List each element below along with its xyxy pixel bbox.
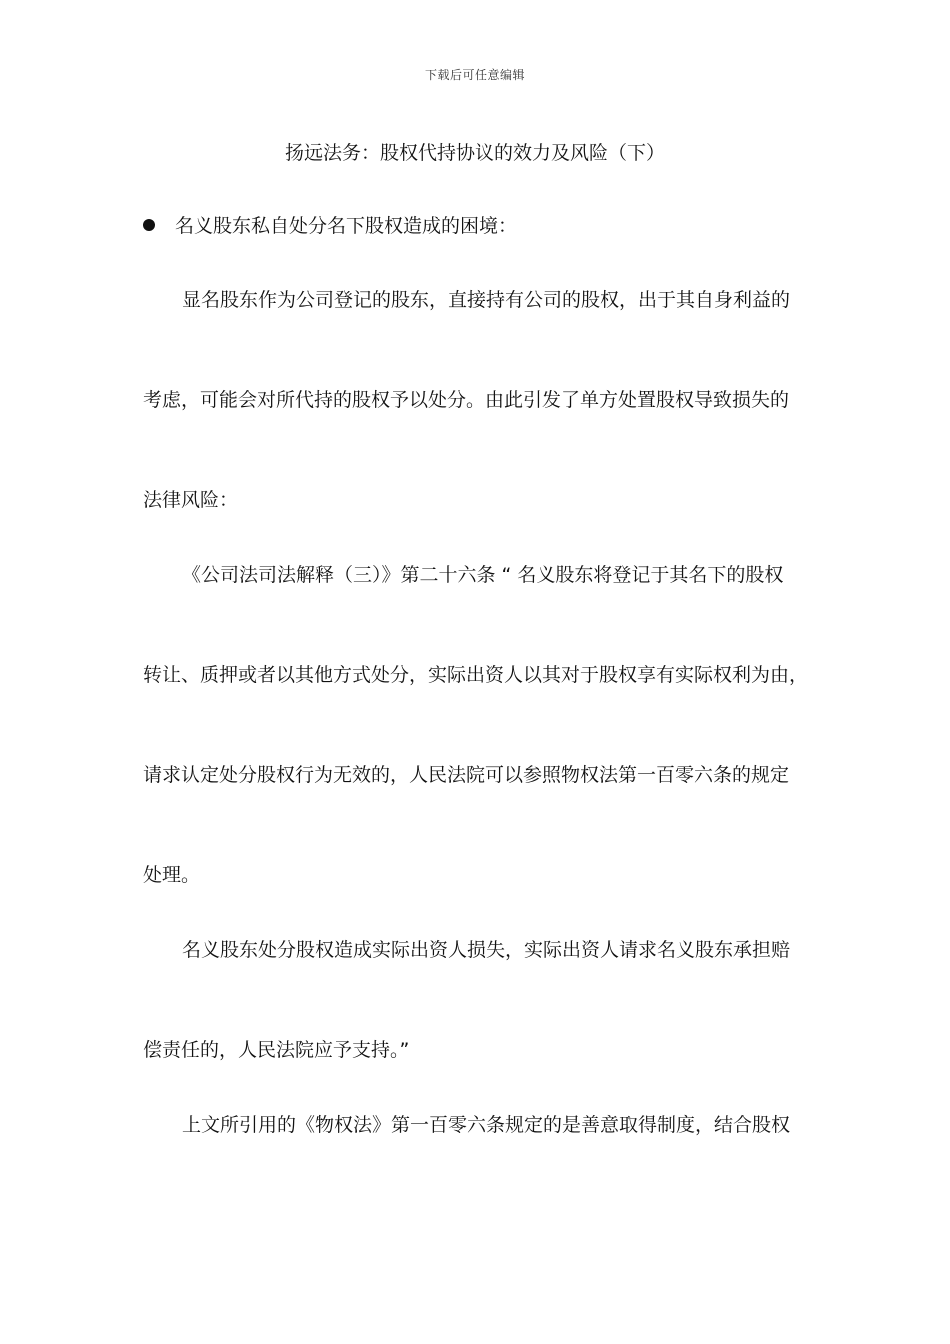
header-note: 下载后可任意编辑 xyxy=(424,68,525,82)
paragraph-line: 法律风险： xyxy=(143,489,239,511)
paragraph-line: 处理。 xyxy=(143,864,201,886)
paragraph-line: 名义股东处分股权造成实际出资人损失，实际出资人请求名义股东承担赔 xyxy=(182,939,791,961)
document-title: 扬远法务：股权代持协议的效力及风险（下） xyxy=(284,142,665,164)
bullet-item xyxy=(143,213,823,239)
paragraph-line: 显名股东作为公司登记的股东，直接持有公司的股权，出于其自身利益的 xyxy=(182,289,791,311)
bullet-icon xyxy=(143,219,155,231)
paragraph-line: 考虑，可能会对所代持的股权予以处分。由此引发了单方处置股权导致损失的 xyxy=(143,389,790,411)
paragraph-line: 偿责任的，人民法院应予支持。” xyxy=(143,1039,410,1061)
paragraph-line: 上文所引用的《物权法》第一百零六条规定的是善意取得制度，结合股权 xyxy=(182,1114,791,1136)
bullet-text: 名义股东私自处分名下股权造成的困境： xyxy=(175,215,518,237)
paragraph-line: 转让、质押或者以其他方式处分，实际出资人以其对于股权享有实际权利为由， xyxy=(143,664,809,686)
paragraph-line: 请求认定处分股权行为无效的，人民法院可以参照物权法第一百零六条的规定 xyxy=(143,764,790,786)
paragraph-line: 《公司法司法解释（三）》第二十六条 “ 名义股东将登记于其名下的股权 xyxy=(182,564,784,586)
